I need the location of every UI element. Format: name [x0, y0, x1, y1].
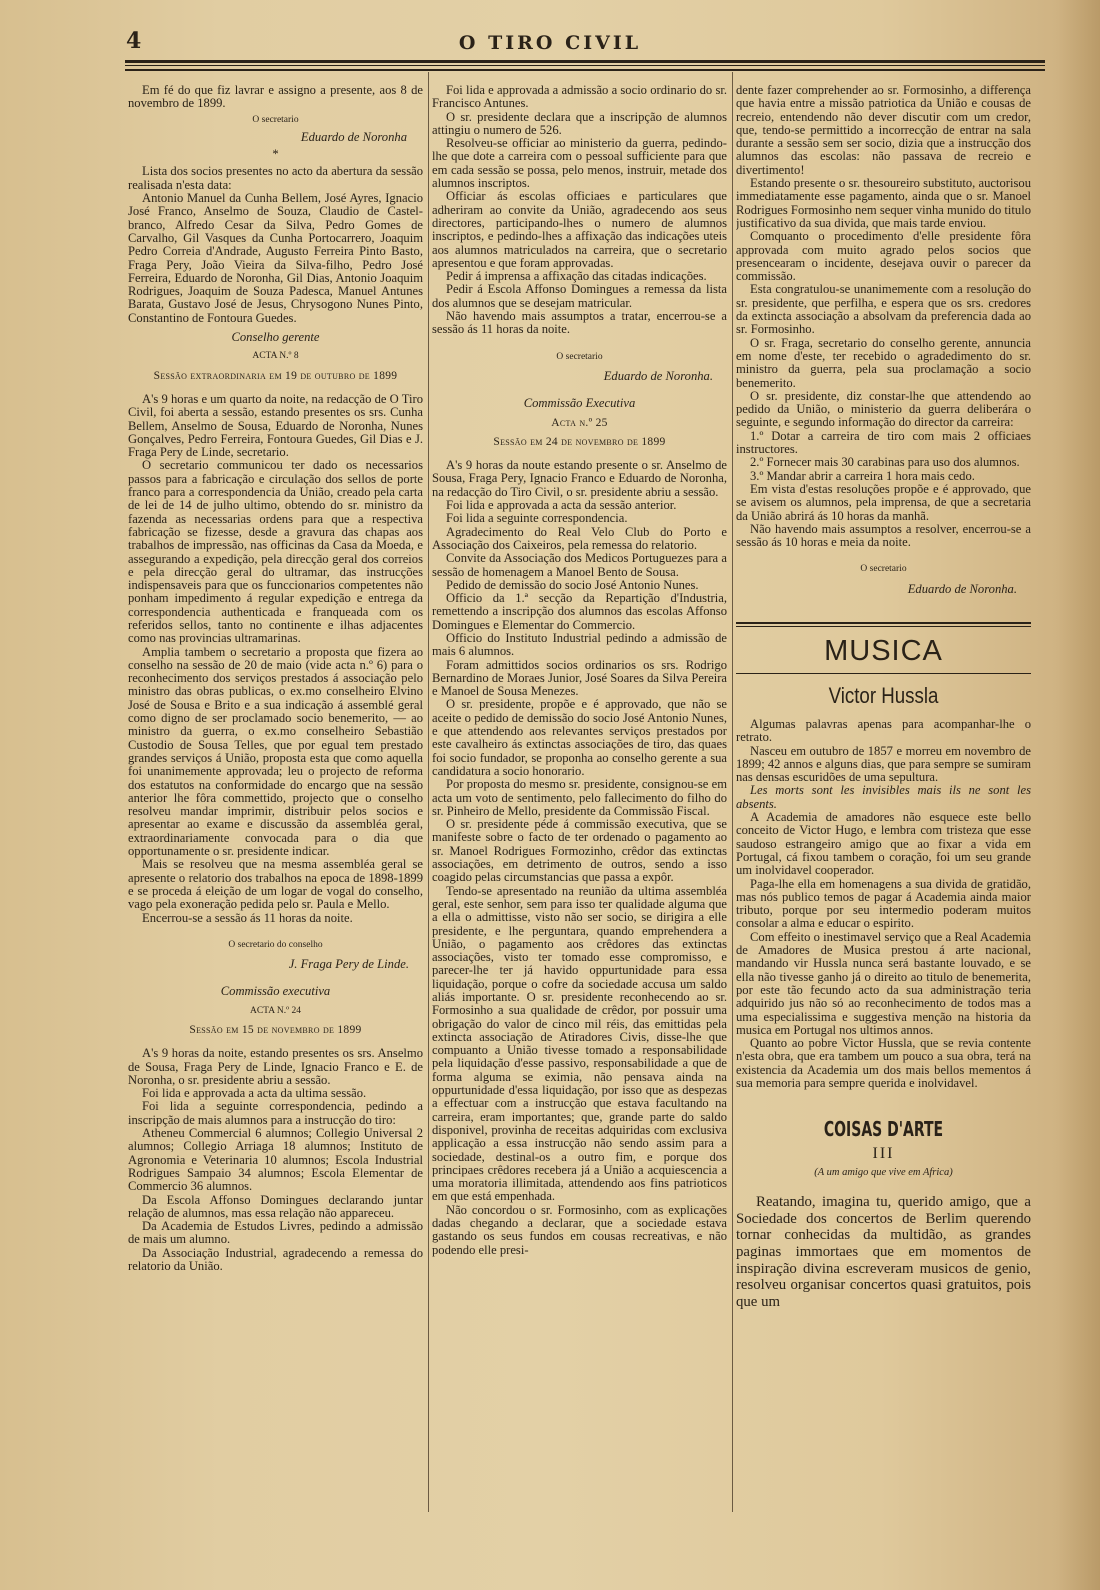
- paragraph: O sr. presidente, diz constar-lhe que attendendo ao pedido da União, o ministerio da guerra deliberára o seguinte, e segundo informação do director da carreira:: [736, 388, 1031, 430]
- paragraph: Mais se resolveu que na mesma assembléa geral se apresente o relatorio dos trabalhos na epoca de 1898-1899 e se proceda á eleição de um logar de vogal do conselho, vago pela exoneração pedida pelo sr. Paula e Mello.: [128, 857, 423, 912]
- paragraph: dente fazer comprehender ao sr. Formosinho, a differença que havia entre a missão patriotica da União e cousas de recreio, entendendo não dever discutir com um credor, que, tendo-se permittido a incorrecção de entrar na sala durante a sessão sem ser socio, dizia que a instrucção dos alumnos das escolas: não passava de recreio e divertimento!: [736, 84, 1031, 177]
- paragraph: Da Academia de Estudos Livres, pedindo a admissão de mais um alumno.: [128, 1219, 423, 1247]
- paragraph: O sr. Fraga, secretario do conselho gerente, annuncia em nome d'este, ter recebido o agradedimento do sr. ministro da guerra, pela sua proclamação a socio benemerito.: [736, 335, 1031, 390]
- musica-heading: MUSICA: [824, 634, 943, 667]
- asterisk-divider: *: [272, 147, 279, 162]
- paragraph: Resolveu-se officiar ao ministerio da guerra, pedindo-lhe que dote a carreira com o pessoal sufficiente para que em cada sessão se possa, pelo menos, instruir, metade dos alumnos inscriptos.: [432, 136, 727, 191]
- signature-name: J. Fraga Pery de Linde.: [288, 957, 409, 972]
- coisas-number: III: [872, 1145, 895, 1163]
- quote: Les morts sont les invisibles mais ils ne sont les absents.: [736, 783, 1031, 811]
- paragraph: Não concordou o sr. Formosinho, com as explicações dadas chegando a declarar, que a sociedade estava gastando os seus fundos em cousas recreativas, e não podendo elle presi-: [432, 1202, 727, 1257]
- section-rule: [736, 622, 1031, 624]
- acta-number: ACTA N.º 24: [249, 1005, 301, 1016]
- paragraph: Tendo-se apresentado na reunião da ultima assembléa geral, este senhor, sem para isso ter qualidade alguma que a ella o admittisse, visto não ser socio, se dirigira a elle presidente, e lhe perguntara, quando emprehendera a União, o pagamento aos crêdores das extinctas associações, visto ter tomado esse compromisso, e parecer-lhe ter já havido oppurtunidade para essa liquidação, porque o cofre da sociedade accusa um saldo aliás importante. O sr. presidente reconhecendo ao sr. Formosinho a sua qualidade de crêdor, por possuir uma obrigação do valor de cinco mil réis, das emittidas pela extincta associação de Atiradores Civis, disse-lhe que compuanto a União tivesse tomado a responsabilidade pela liquidação d'esse passivo, responsabilidade a que de forma alguma se eximia, não pensava ainda na oppurtunidade d'essa liquidação, por isso que as despezas a effectuar com a instrucção que estava facultando na carreira, eram importantes; que, grande parte do saldo disponivel, provinha de receitas adquiridas com exclusiva applicação a essa instrucção não sendo assim para a sociedade, destinal-os a outro fim, e porque dos principaes crêdores recebera já a União a acquiescencia a uma moratoria illimitada, attendendo aos fins patrioticos em que está empenhada.: [432, 883, 727, 1204]
- paragraph: 1.º Dotar a carreira de tiro com mais 2 officiaes instructores.: [736, 428, 1031, 457]
- paragraph: Pedido de demissão do socio José Antonio Nunes.: [446, 577, 699, 592]
- section-heading: Commissão Executiva: [523, 396, 636, 411]
- paragraph: A Academia de amadores não esquece este bello conceito de Victor Hugo, e lembra com tristeza que esse saudoso estrangeiro amigo que ao fixar a vida em Portugal, cá fixou tambem o coração, foi um seu grande um inolvidavel cooperador.: [736, 810, 1031, 878]
- paragraph: 2.º Fornecer mais 30 carabinas para uso dos alumnos.: [750, 455, 1020, 470]
- signature-role: O secretario: [860, 564, 907, 575]
- paragraph: Antonio Manuel da Cunha Bellem, José Ayres, Ignacio José Franco, Anselmo de Souza, Claudio de Castel-branco, Alfredo Cesar da Silva, Pedro Gomes de Carvalho, Gil Vasques da Cunha Portocarrero, Joaquim Pedro Correia d'Andrade, Augusto Ferreira Pinto Basto, Fraga Pery, João Vieira da Silva-filho, Pedro José Ferreira, Eduardo de Noronha, Gil Dias, Antonio Joaquim Rodrigues, Joaquim de Souza Padesca, Manuel Antunes Barata, Gustavo José de Jesus, Chrysogono Nunes Pinto, Constantino de Fontoura Guedes.: [128, 191, 423, 325]
- paragraph: A's 9 horas e um quarto da noite, na redacção de O Tiro Civil, foi aberta a sessão, estando presentes os srs. Cunha Bellem, Anselmo de Sousa, Eduardo de Noronha, Nunes Gonçalves, Pedro Ferreira, Fontoura Guedes, Gil Dias e J. Fraga Pery de Linde, secretario.: [128, 391, 423, 460]
- paragraph: O secretario communicou ter dado os necessarios passos para a fabricação e circulação dos sellos de porte franco para a correspondencia da União, creado pela carta de lei de 14 de julho ultimo, obtendo do sr. ministro da fazenda as necessarias ordens para que a respectiva fabricação se fizesse, desde a gravura das chapas aos trabalhos de impressão, nas officinas da Casa da Moeda, e assegurando a expedição, pela direcção geral dos correios e pela direcção geral do ultramar, das instrucções indispensaveis para que os funccionarios competentes não ponham impedimento á regular expedição e entrega da correspondencia authenticada e franqueada com os referidos sellos, tanto no continente e ilhas adjacentes como nas provincias ultramarinas.: [128, 458, 423, 646]
- paragraph: Officiar ás escolas officiaes e particulares que adheriram ao convite da União, agradecendo aos seus directores, participando-lhes o numero de alumnos inscriptos, e pedindo-lhes a affixação das indicações uteis aos alumnos matriculados na carreira, que o secretario apresentou e que foram approvadas.: [432, 189, 727, 270]
- paragraph: Foram admittidos socios ordinarios os srs. Rodrigo Bernardino de Moraes Junior, José Soares da Silva Pereira e Manoel de Sousa Menezes.: [432, 657, 727, 699]
- signature-name: Eduardo de Noronha: [300, 129, 407, 144]
- paragraph: Estando presente o sr. thesoureiro substituto, auctorisou immediatamente esse pagamento, ainda que o sr. Manoel Rodrigues Formosinho nem sequer vinha munido do titulo justificativo da sua divida, que mais tarde enviou.: [736, 176, 1031, 230]
- musica-subject-name: Victor Hussla: [828, 682, 939, 708]
- section-rule: [736, 673, 1031, 674]
- session-heading: Sessão em 15 de novembro de 1899: [189, 1024, 362, 1036]
- paragraph: Encerrou-se a sessão ás 11 horas da noite.: [142, 910, 353, 925]
- signature-name: Eduardo de Noronha.: [907, 581, 1017, 596]
- paragraph: Com effeito o inestimavel serviço que a Real Academia de Amadores de Musica prestou á arte nacional, mandando vir Hussla nunca será bastante louvado, e se ella não tivesse ganho já o direito ao titulo de benemerita, por este tão fecundo acto da sua administração teria adquirido jus não só ao reconhecimento de todos mas a uma especialissima e suggestiva menção na historia da musica em Portugal nos ultimos annos.: [736, 929, 1031, 1037]
- paragraph: O sr. presidente, propõe e é approvado, que não se aceite o pedido de demissão do socio José Antonio Nunes, e que attendendo aos relevantes serviços prestados por este cavalheiro ás extinctas associações de tiro, das quaes foi socio fundador, se proponha ao conselho gerente a sua candidatura a socio honorario.: [432, 697, 727, 778]
- signature-role: O secretario: [556, 351, 603, 362]
- column-1: [128, 84, 423, 1509]
- paragraph: O sr. presidente péde á commissão executiva, que se manifeste sobre o facto de ter ordenado o pagamento ao sr. Manoel Rodrigues Formozinho, crêdor das extinctas associações, em detrimento de outros, sendo a isso coagido pelas circumstancias que passa a expôr.: [432, 817, 727, 885]
- paragraph: O sr. presidente declara que a inscripção de alumnos attingiu o numero de 526.: [432, 109, 727, 137]
- paragraph: A's 9 horas da noute estando presente o sr. Anselmo de Sousa, Fraga Pery, Ignacio Franco e Eduardo de Noronha, na redacção do Tiro Civil, o sr. presidente abriu a sessão.: [432, 458, 727, 499]
- paragraph: Officio do Instituto Industrial pedindo a admissão de mais 6 alumnos.: [432, 630, 727, 659]
- paragraph: Pedir á imprensa a affixação das citadas indicações.: [446, 269, 707, 284]
- coisas-heading: COISAS D'ARTE: [823, 1117, 944, 1142]
- paragraph: Foi lida e approvada a acta da sessão anterior.: [446, 498, 677, 513]
- acta-number: Acta n.º 25: [551, 416, 608, 429]
- paragraph: Quanto ao pobre Victor Hussla, que se revia contente n'esta obra, que era tambem um pouco a sua obra, terá na existencia da Academia um dos mais bellos mementos á sua memoria para sempre querida e inolvidavel.: [736, 1036, 1031, 1090]
- coisas-dedication: (A um amigo que vive em Africa): [814, 1167, 953, 1179]
- paragraph: Esta congratulou-se unanimemente com a resolução do sr. presidente, que perfilha, e espera que os srs. credores da extincta associação a absolvam da preferencia dada ao sr. Formosinho.: [736, 282, 1031, 337]
- signature-role: O secretario do conselho: [228, 939, 323, 950]
- paragraph: Em fé do que fiz lavrar e assigno a presente, aos 8 de novembro de 1899.: [128, 84, 423, 111]
- paragraph: Reatando, imagina tu, querido amigo, que a Sociedade dos concertos de Berlim querendo tornar conhecidas da multidão, as grandes paginas immortaes que em momentos de inspiração divina escreveram musicos de genio, resolveu organisar concertos quasi gratuitos, pois que um: [736, 1194, 1031, 1310]
- paragraph: Da Associação Industrial, agradecendo a remessa do relatorio da União.: [128, 1245, 423, 1274]
- paragraph: Atheneu Commercial 6 alumnos; Collegio Universal 2 alumnos; Collegio Arriaga 18 alumnos; Instituto de Agronomia e Veterinaria 10 alumnos; Escola Industrial Rodrigues Sampaio 34 alumnos; Escola Elementar de Commercio 36 alumnos.: [128, 1126, 423, 1194]
- paragraph: Não havendo mais assumptos a resolver, encerrou-se a sessão ás 10 horas e meia da noite.: [736, 521, 1031, 550]
- paragraph: Não havendo mais assumptos a tratar, encerrou-se a sessão ás 11 horas da noite.: [432, 309, 727, 337]
- paragraph: Paga-lhe ella em homenagens a sua divida de gratidão, mas nós publico temos de pagar á Academia ainda maior tributo, porque por seu intermedio poderam muitos consolar a alma e educar o espirito.: [736, 876, 1031, 931]
- column-separator: [428, 72, 429, 1512]
- paragraph: Foi lida a seguinte correspondencia.: [446, 511, 628, 526]
- paragraph: Algumas palavras apenas para acompanhar-lhe o retrato.: [736, 716, 1031, 745]
- header-rule-bottom: [125, 69, 1045, 71]
- section-heading: Commissão executiva: [220, 984, 331, 999]
- column-separator: [732, 72, 733, 1512]
- page-number: 4: [126, 28, 142, 54]
- signature-role: O secretario: [252, 114, 299, 125]
- paragraph: Pedir á Escola Affonso Domingues a remessa da lista dos alumnos que se desejam matricular.: [432, 282, 727, 310]
- paragraph: 3.º Mandar abrir a carreira 1 hora mais cedo.: [750, 468, 975, 483]
- column-2: [432, 84, 727, 1509]
- paragraph: Lista dos socios presentes no acto da abertura da sessão realisada n'esta data:: [128, 164, 423, 192]
- paragraph: Foi lida a seguinte correspondencia, pedindo a inscripção de mais alumnos para a instrucção do tiro:: [128, 1099, 423, 1127]
- paragraph: Amplia tambem o secretario a proposta que fizera ao conselho na sessão de 20 de maio (vide acta n.º 6) para o reconhecimento dos serviços prestados á associação pelo ministro das obras publicas, o ex.mo conselheiro Elvino José de Sousa e Brito e a sua indicação á assemblé geral como digno de ser proclamado socio benemerito, — ao ministro da guerra, o ex.mo conselheiro Sebastião Custodio de Sousa Telles, que por egual tem prestado grandes serviços á União, proposta esta que como aquella foi unanimemente approvada; leu o projecto de reforma dos estatutos na conformidade do encargo que na sessão anterior lhe fôra commettido, projecto que o conselho resolveu mandar imprimir, distribuir pelos socios e apresentar ao exame e discussão da assembléa geral, extraordinariamente convocada para o dia que opportunamente o sr. presidente indicar.: [128, 644, 423, 859]
- masthead-title: O TIRO CIVIL: [458, 32, 642, 54]
- session-heading: Sessão em 24 de novembro de 1899: [493, 435, 666, 448]
- paragraph: Da Escola Affonso Domingues declarando juntar relação de alumnos, mas essa relação não appareceu.: [128, 1192, 423, 1220]
- paragraph: Officio da 1.ª secção da Repartição d'Industria, remettendo a inscripção dos alumnos das escolas Affonso Domingues e Elementar do Commercio.: [432, 591, 727, 632]
- session-heading: Sessão extraordinaria em 19 de outubro de 1899: [153, 369, 398, 382]
- paragraph: Por proposta do mesmo sr. presidente, consignou-se em acta um voto de sentimento, pelo fallecimento do filho do sr. Pinheiro de Mello, presidente da Commissão Fiscal.: [432, 777, 727, 818]
- paragraph: Comquanto o procedimento d'elle presidente fôra approvada com muito agrado pelos socios que presencearam o incidente, desejava ouvir o parecer da commissão.: [736, 229, 1031, 284]
- paragraph: Foi lida e approvada a acta da ultima sessão.: [142, 1086, 367, 1101]
- section-rule-thin: [736, 626, 1031, 627]
- signature-name: Eduardo de Noronha.: [603, 368, 713, 383]
- paragraph: Nasceu em outubro de 1857 e morreu em novembro de 1899; 42 annos e alguns dias, que para sempre se sumiram nas densas escuridões de uma sepultura.: [736, 743, 1031, 785]
- section-heading: Conselho gerente: [231, 330, 320, 345]
- acta-number: ACTA N.º 8: [252, 351, 299, 362]
- paragraph: Foi lida e approvada a admissão a socio ordinario do sr. Francisco Antunes.: [432, 84, 727, 111]
- paragraph: A's 9 horas da noite, estando presentes os srs. Anselmo de Sousa, Fraga Pery de Linde, Ignacio Franco e E. de Noronha, o sr. presidente abriu a sessão.: [128, 1046, 423, 1087]
- header-rule-thin: [125, 65, 1045, 66]
- paragraph: Em vista d'estas resoluções propõe e é approvado, que se avisem os alumnos, pela imprensa, de que a secretaria da União abrirá ás 10 horas da manhã.: [736, 481, 1031, 523]
- paragraph: Agradecimento do Real Velo Club do Porto e Associação dos Caixeiros, pela remessa do relatorio.: [432, 524, 727, 552]
- column-3: [736, 84, 1031, 1509]
- paragraph: Convite da Associação dos Medicos Portuguezes para a sessão de homenagem a Manoel Bento de Sousa.: [432, 551, 727, 579]
- header-rule: [125, 60, 1045, 63]
